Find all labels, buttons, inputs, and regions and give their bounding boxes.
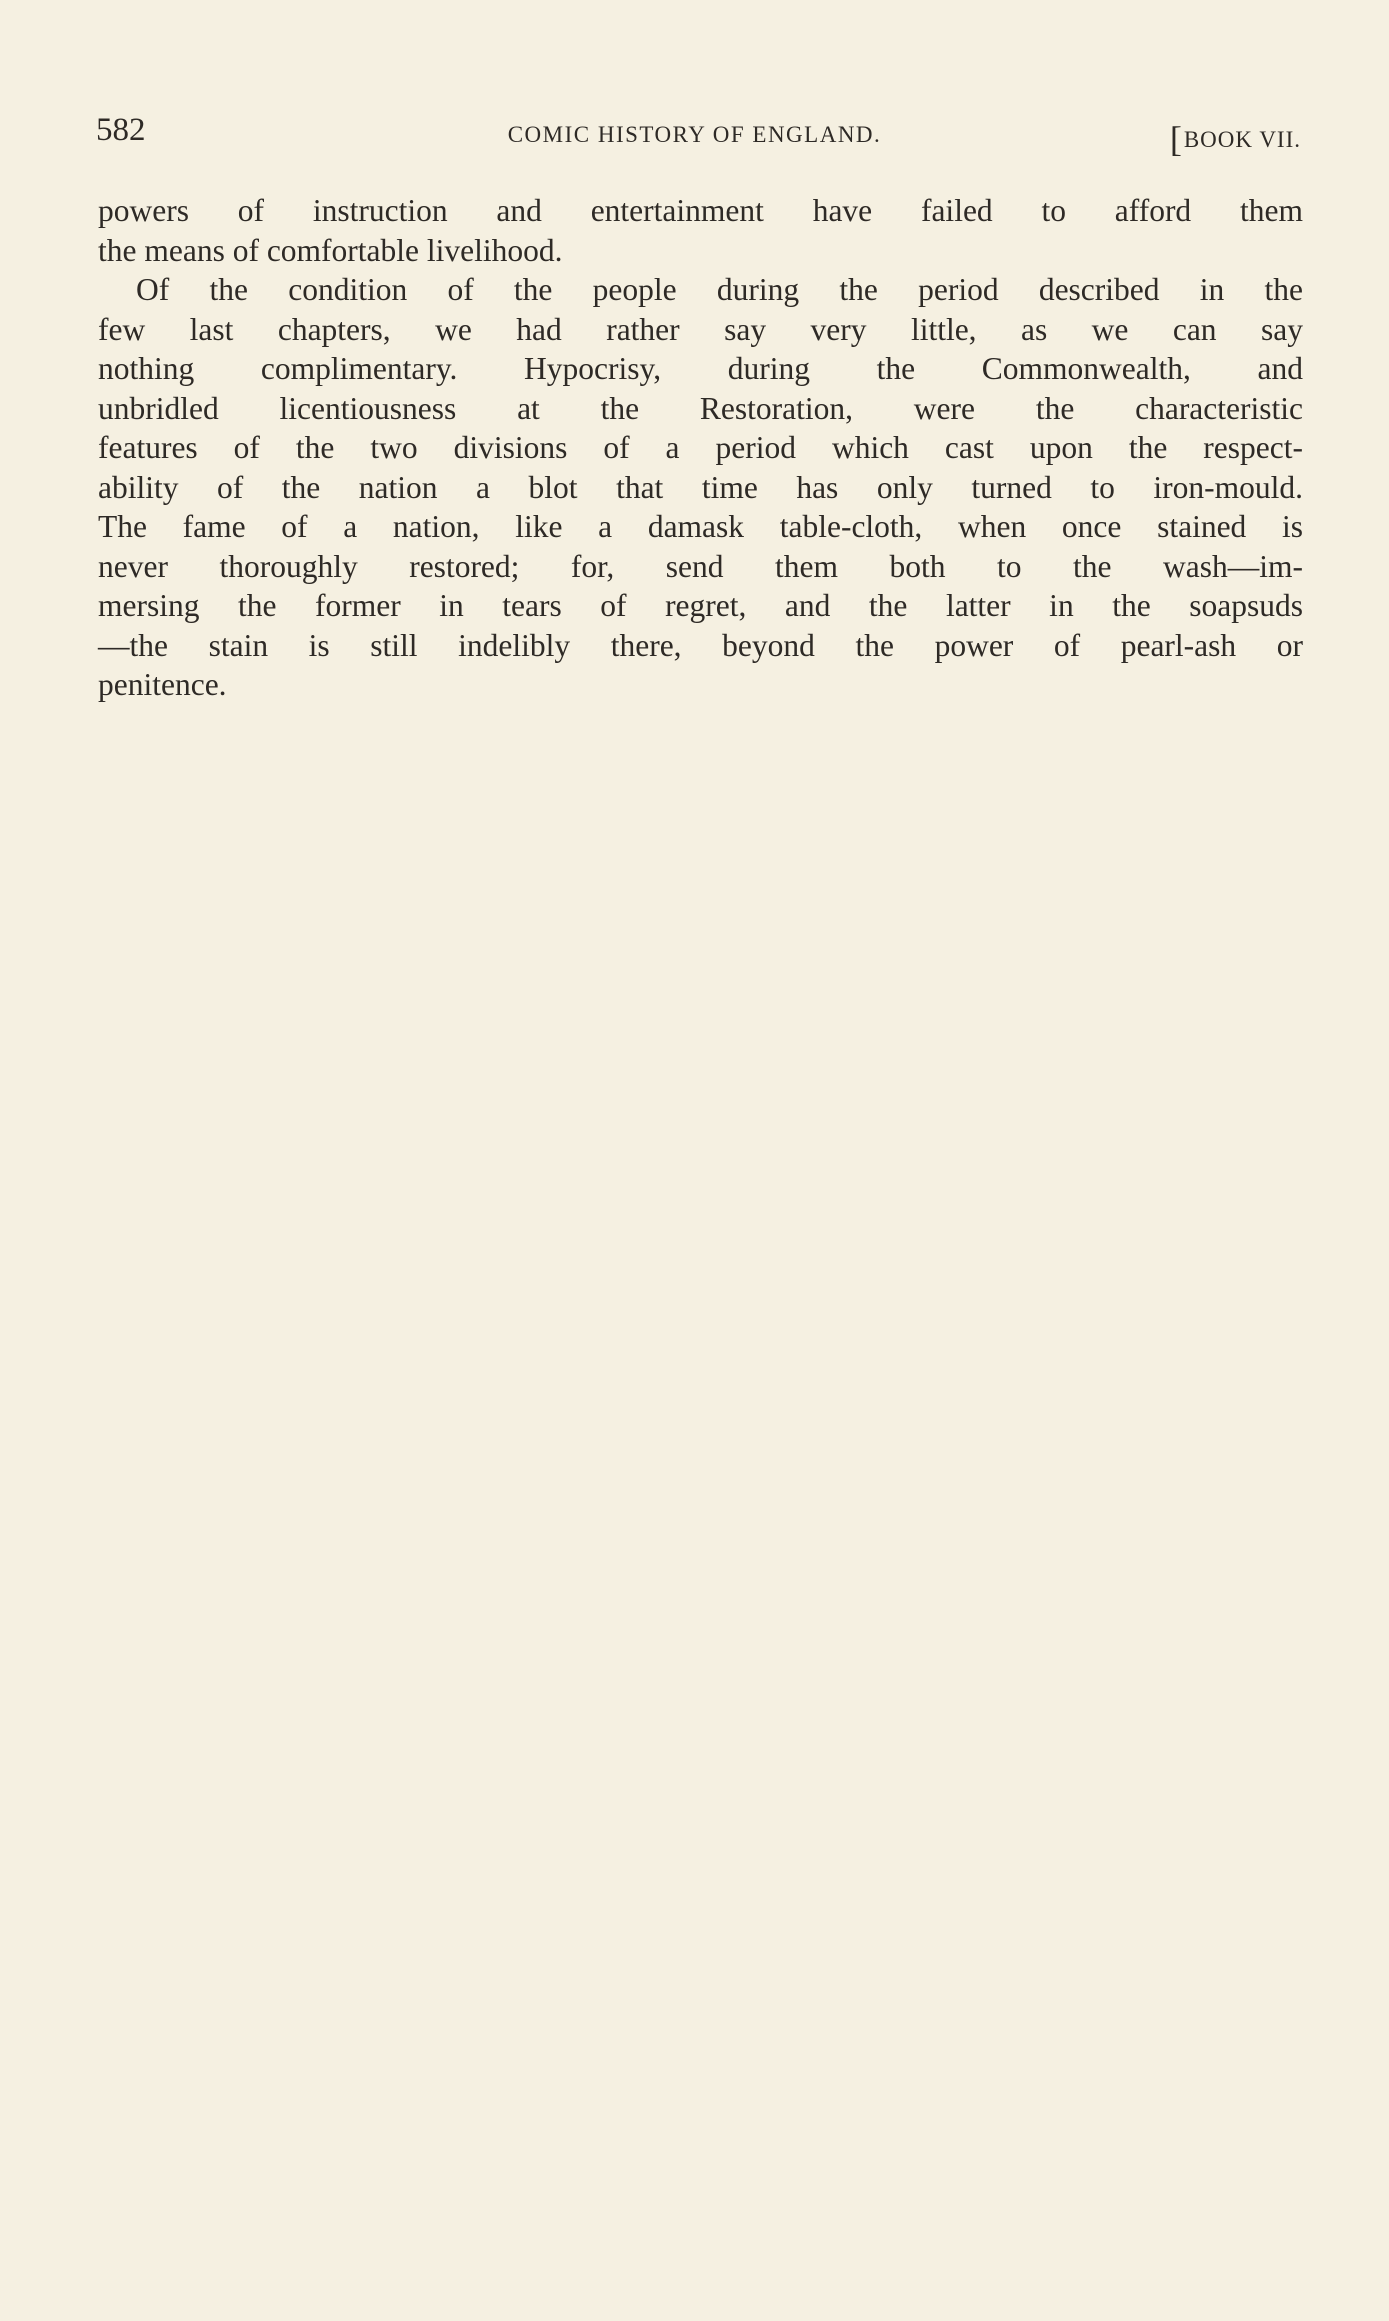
text-line: ability of the nation a blot that time has only turned to iron-mould. [98, 469, 1303, 505]
text-line: nothing complimentary. Hypocrisy, during the Commonwealth, and [98, 351, 1303, 386]
text-line: —the stain is still indelibly there, beyond the power of pearl-ash or [98, 627, 1303, 663]
text-line: powers of instruction and entertainment have failed to afford them [98, 193, 1303, 228]
page-number: 582 [96, 112, 146, 148]
text-line: never thoroughly restored; for, send them both to the wash—im- [98, 548, 1303, 584]
text-line: features of the two divisions of a period which cast upon the respect- [98, 430, 1303, 465]
text-line: Of the condition of the people during the period described in the [136, 272, 1303, 307]
bracket: [ [1169, 119, 1183, 159]
text-line: few last chapters, we had rather say very little, as we can say [98, 311, 1303, 347]
text-line: penitence. [98, 667, 227, 702]
body-text [98, 191, 1303, 705]
running-title: COMIC HISTORY OF ENGLAND. [507, 122, 882, 147]
text-line: mersing the former in tears of regret, and the latter in the soapsuds [98, 588, 1303, 623]
text-line: the means of comfortable livelihood. [98, 232, 563, 268]
text-line: unbridled licentiousness at the Restoration, were the characteristic [98, 390, 1303, 426]
book-label [1170, 118, 1301, 160]
book-label-text: BOOK VII. [1183, 127, 1301, 152]
text-line: The fame of a nation, like a damask table-cloth, when once stained is [98, 509, 1303, 544]
